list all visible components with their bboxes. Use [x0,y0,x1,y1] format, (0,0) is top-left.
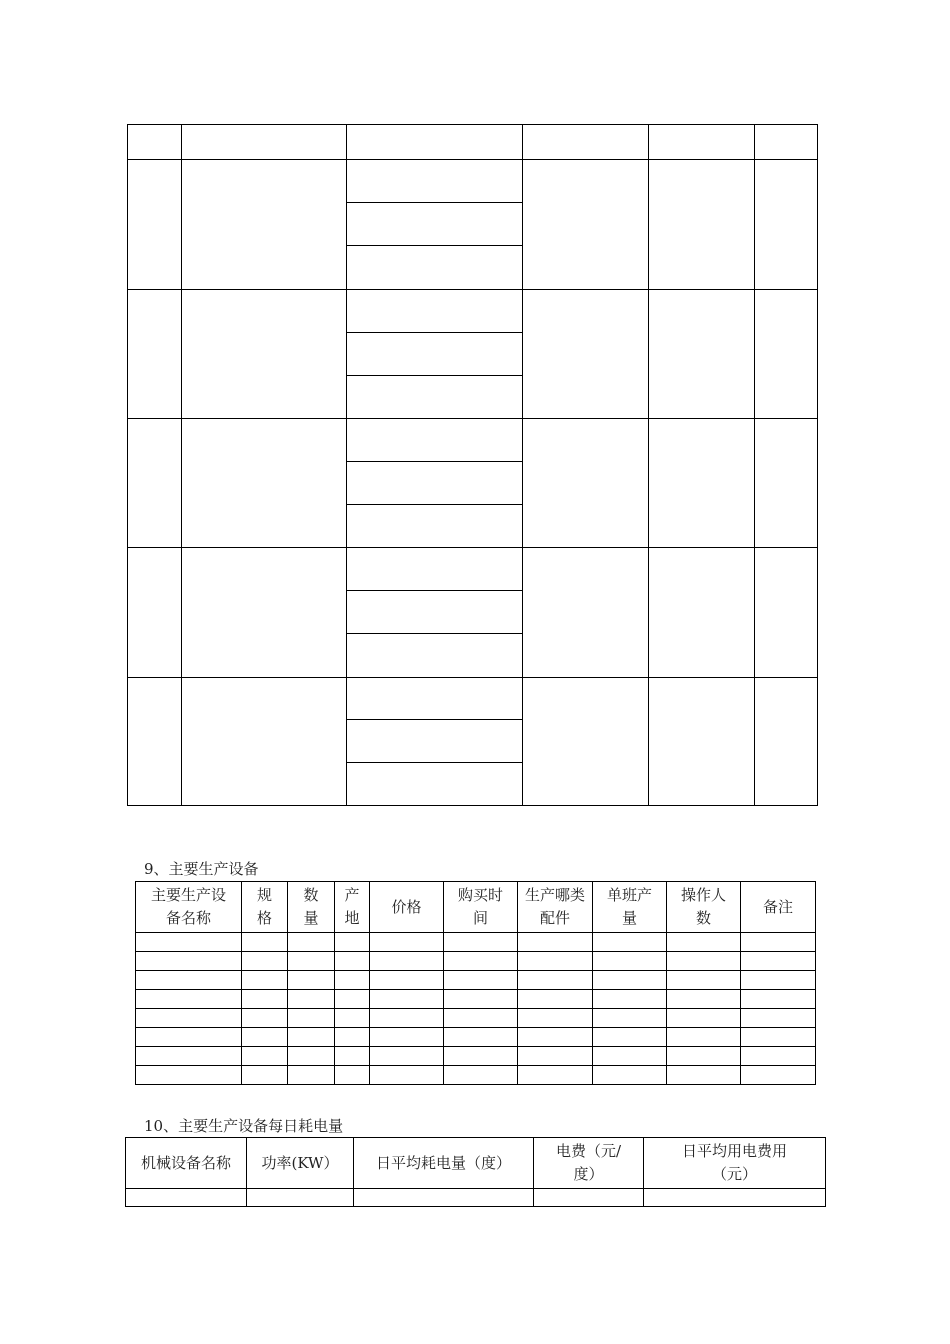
table-row [126,1189,826,1207]
header-price: 价格 [370,882,444,933]
table-subrow-line [346,633,523,634]
table-border [127,805,818,806]
table-subrow-line [346,762,523,763]
table-column-line [346,124,347,806]
table-row [136,1009,816,1028]
table-border [127,124,818,125]
header-quantity: 数量 [288,882,335,933]
header-spec: 规格 [242,882,288,933]
table-row [136,1047,816,1066]
table-subrow-line [346,245,523,246]
power-consumption-table [125,1137,826,1207]
table-border [127,289,818,290]
header-machine-name: 机械设备名称 [126,1138,247,1189]
table-row [136,952,816,971]
table-column-line [648,124,649,806]
header-origin: 产地 [335,882,370,933]
table-row [136,971,816,990]
table-row [136,1028,816,1047]
table-header-row [126,1138,826,1189]
header-electricity-rate: 电费（元/度） [534,1138,644,1189]
table-subrow-line [346,504,523,505]
table-subrow-line [346,375,523,376]
table-border [127,677,818,678]
section10-title: 10、主要生产设备每日耗电量 [144,1117,344,1135]
table-border [127,547,818,548]
header-shift-output: 单班产量 [593,882,667,933]
header-power: 功率(KW） [247,1138,354,1189]
table-column-line [181,124,182,806]
table-border [127,124,128,806]
table-subrow-line [346,461,523,462]
equipment-table [135,881,816,1085]
table-row [136,990,816,1009]
header-daily-cost: 日平均用电费用（元） [644,1138,826,1189]
table-row [136,1066,816,1085]
table-column-line [754,124,755,806]
table-border [127,418,818,419]
table-row [136,933,816,952]
table-border [127,159,818,160]
table-subrow-line [346,590,523,591]
section9-title: 9、主要生产设备 [144,860,259,878]
header-purchase-time: 购买时间 [444,882,518,933]
header-daily-consumption: 日平均耗电量（度） [354,1138,534,1189]
header-operators: 操作人数 [667,882,741,933]
header-parts-type: 生产哪类配件 [518,882,593,933]
table-subrow-line [346,202,523,203]
table-subrow-line [346,332,523,333]
table-subrow-line [346,719,523,720]
table-column-line [522,124,523,806]
table-border [817,124,818,806]
header-remarks: 备注 [741,882,816,933]
header-equipment-name: 主要生产设备名称 [136,882,242,933]
table-header-row [136,882,816,933]
